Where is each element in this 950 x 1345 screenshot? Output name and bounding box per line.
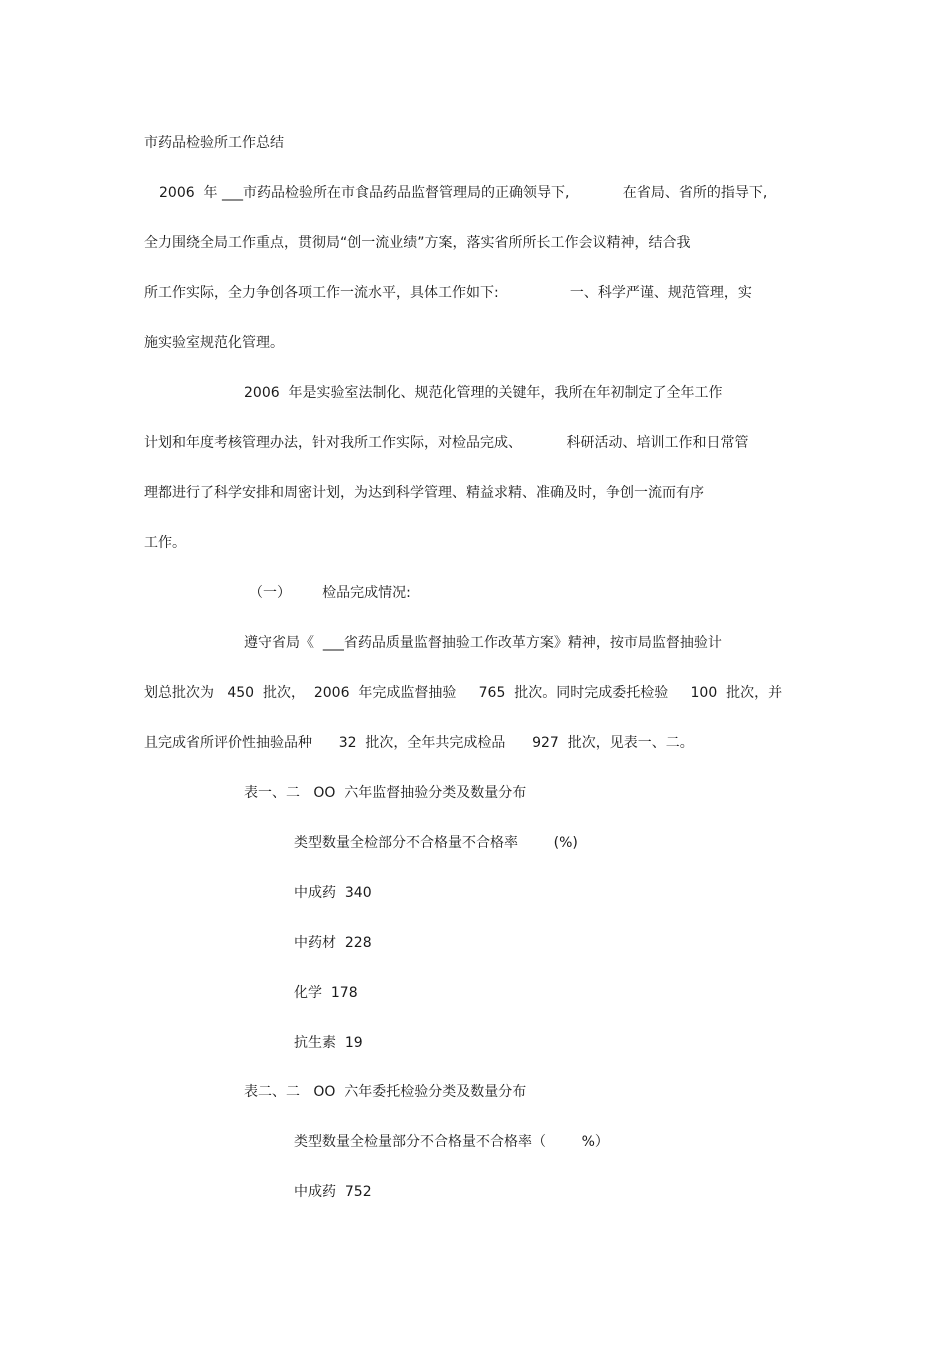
table-row: 中成药 752 [294, 1184, 372, 1200]
paragraph-line: 遵守省局《 ___省药品质量监督抽验工作改革方案》精神，按市局监督抽验计 [244, 635, 722, 651]
table-row: 中药材 228 [294, 935, 372, 951]
paragraph-line: 理都进行了科学安排和周密计划，为达到科学管理、精益求精、准确及时，争创一流而有序 [144, 485, 704, 501]
table-row: 抗生素 19 [294, 1035, 363, 1051]
table-caption: 表一、二 OO 六年监督抽验分类及数量分布 [244, 785, 527, 801]
paragraph-line: 计划和年度考核管理办法，针对我所工作实际，对检品完成、 科研活动、培训工作和日常管 [144, 435, 749, 451]
paragraph-line: 2006 年是实验室法制化、规范化管理的关键年，我所在年初制定了全年工作 [244, 385, 723, 401]
table-row: 中成药 340 [294, 885, 372, 901]
table-header: 类型数量全检部分不合格量不合格率 (%) [294, 835, 578, 851]
paragraph-line: 施实验室规范化管理。 [144, 335, 284, 351]
table-row: 化学 178 [294, 985, 358, 1001]
table-caption: 表二、二 OO 六年委托检验分类及数量分布 [244, 1084, 527, 1100]
paragraph-line: 全力围绕全局工作重点，贯彻局“创一流业绩”方案，落实省所所长工作会议精神，结合我 [144, 235, 691, 251]
paragraph-line: 且完成省所评价性抽验品种 32 批次，全年共完成检品 927 批次，见表一、二。 [144, 735, 694, 751]
document-title: 市药品检验所工作总结 [144, 135, 284, 151]
paragraph-line: 工作。 [144, 535, 186, 551]
table-header: 类型数量全检量部分不合格量不合格率（ %） [294, 1134, 609, 1150]
paragraph-line: 2006 年 ___市药品检验所在市食品药品监督管理局的正确领导下, 在省局、省所的指导下, [159, 185, 768, 201]
paragraph-line: 划总批次为 450 批次， 2006 年完成监督抽验 765 批次。同时完成委托检验 100 批次，并 [144, 685, 783, 701]
section-heading: （一） 检品完成情况: [249, 585, 411, 601]
paragraph-line: 所工作实际，全力争创各项工作一流水平，具体工作如下: 一、科学严谨、规范管理，实 [144, 285, 752, 301]
